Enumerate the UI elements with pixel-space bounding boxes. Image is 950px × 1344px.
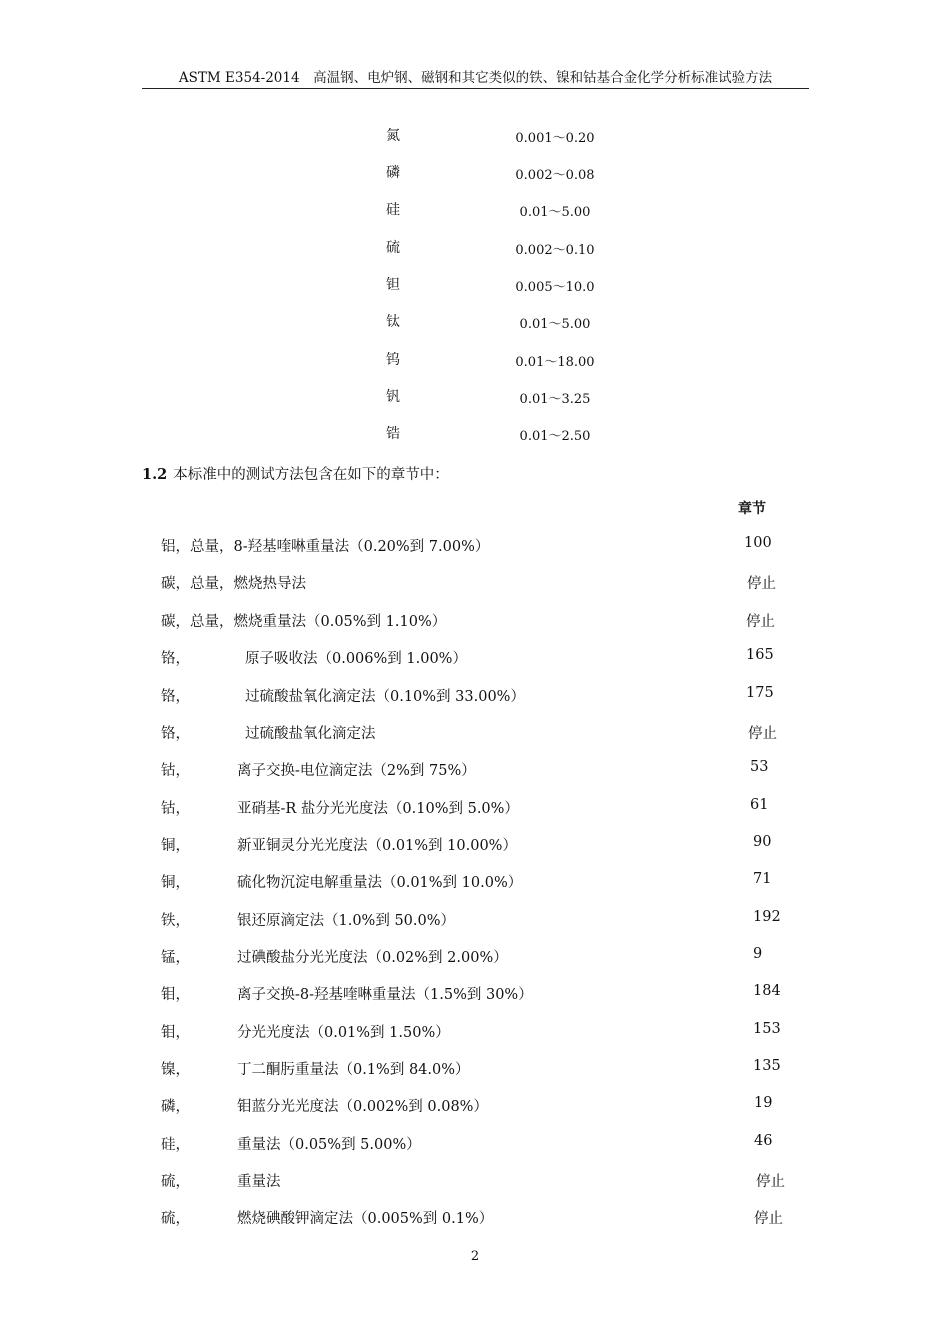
range-value: 0.005～10.0 — [515, 280, 595, 295]
range-element: 锆 — [386, 426, 400, 442]
range-element: 钽 — [386, 277, 400, 293]
range-value: 0.01～5.00 — [519, 205, 591, 220]
method-description: 离子交换-8-羟基喹啉重量法（1.5%到 30%） — [237, 987, 533, 1003]
method-element: 锰， — [161, 950, 190, 966]
range-element: 钨 — [386, 352, 400, 368]
section-intro — [142, 463, 449, 484]
range-element: 钛 — [386, 314, 400, 330]
method-element: 钴， — [161, 763, 190, 779]
method-element: 磷， — [161, 1099, 190, 1115]
method-element: 铬， — [161, 689, 190, 705]
range-value: 0.01～18.00 — [515, 355, 595, 370]
method-element: 碳，总量，燃烧重量法（0.05%到 1.10%） — [161, 614, 447, 630]
range-value: 0.01～3.25 — [519, 392, 591, 407]
method-description: 新亚铜灵分光光度法（0.01%到 10.00%） — [237, 838, 517, 854]
range-value: 0.01～5.00 — [519, 317, 591, 332]
method-description: 硫化物沉淀电解重量法（0.01%到 10.0%） — [237, 875, 523, 891]
range-element: 钒 — [386, 389, 400, 405]
method-section: 46 — [754, 1133, 773, 1149]
method-description: 钼蓝分光光度法（0.002%到 0.08%） — [237, 1099, 488, 1115]
method-section: 184 — [753, 983, 781, 999]
method-element: 钴， — [161, 801, 190, 817]
page-number: 2 — [470, 1249, 480, 1264]
method-element: 铝，总量，8-羟基喹啉重量法（0.20%到 7.00%） — [161, 539, 490, 555]
method-section: 停止 — [747, 576, 776, 592]
method-description: 过硫酸盐氧化滴定法（0.10%到 33.00%） — [245, 689, 525, 705]
method-element: 铜， — [161, 838, 190, 854]
range-element: 硫 — [386, 240, 400, 256]
range-element: 氮 — [386, 128, 400, 144]
method-description: 重量法 — [237, 1174, 281, 1190]
method-description: 燃烧碘酸钾滴定法（0.005%到 0.1%） — [237, 1211, 494, 1227]
method-element: 硫， — [161, 1211, 190, 1227]
method-description: 银还原滴定法（1.0%到 50.0%） — [237, 913, 456, 929]
method-element: 铁， — [161, 913, 190, 929]
method-section: 停止 — [746, 614, 775, 630]
method-section: 61 — [750, 797, 769, 813]
method-element: 镍， — [161, 1062, 190, 1078]
method-element: 硅， — [161, 1137, 190, 1153]
method-element: 铜， — [161, 875, 190, 891]
method-element: 钼， — [161, 1025, 190, 1041]
method-section: 175 — [746, 685, 774, 701]
method-section: 192 — [753, 909, 781, 925]
section-number: 1.2 — [142, 466, 168, 483]
method-element: 铬， — [161, 651, 190, 667]
method-section: 9 — [753, 946, 763, 962]
method-section: 153 — [753, 1021, 781, 1037]
section-text: 本标准中的测试方法包含在如下的章节中： — [173, 467, 449, 483]
method-section: 90 — [753, 834, 772, 850]
range-value: 0.01～2.50 — [519, 429, 591, 444]
method-section: 53 — [750, 759, 769, 775]
range-value: 0.002～0.10 — [515, 243, 595, 258]
running-header: ASTM E354-2014 高温钢、电炉钢、磁钢和其它类似的铁、镍和钴基合金化学分析标准试验方法 — [178, 70, 773, 86]
range-element: 硅 — [386, 202, 400, 218]
method-description: 分光光度法（0.01%到 1.50%） — [237, 1025, 450, 1041]
method-element: 硫， — [161, 1174, 190, 1190]
method-section: 停止 — [754, 1211, 783, 1227]
range-element: 磷 — [386, 165, 400, 181]
method-description: 丁二酮肟重量法（0.1%到 84.0%） — [237, 1062, 470, 1078]
range-value: 0.002～0.08 — [515, 168, 595, 183]
method-element: 钼， — [161, 987, 190, 1003]
method-element: 碳，总量，燃烧热导法 — [161, 576, 306, 592]
method-element: 铬， — [161, 726, 190, 742]
method-description: 离子交换-电位滴定法（2%到 75%） — [237, 763, 476, 779]
method-section: 71 — [753, 871, 772, 887]
method-section: 停止 — [748, 726, 777, 742]
method-section: 19 — [754, 1095, 773, 1111]
method-description: 过碘酸盐分光光度法（0.02%到 2.00%） — [237, 950, 508, 966]
method-description: 过硫酸盐氧化滴定法 — [245, 726, 376, 742]
method-section: 165 — [746, 647, 774, 663]
method-description: 亚硝基-R 盐分光光度法（0.10%到 5.0%） — [237, 801, 519, 817]
column-header-section: 章节 — [738, 501, 766, 517]
range-value: 0.001～0.20 — [515, 131, 595, 146]
method-section: 100 — [744, 535, 772, 551]
method-description: 原子吸收法（0.006%到 1.00%） — [245, 651, 467, 667]
method-section: 135 — [753, 1058, 781, 1074]
method-section: 停止 — [756, 1174, 785, 1190]
method-description: 重量法（0.05%到 5.00%） — [237, 1137, 421, 1153]
header-rule — [142, 88, 809, 89]
